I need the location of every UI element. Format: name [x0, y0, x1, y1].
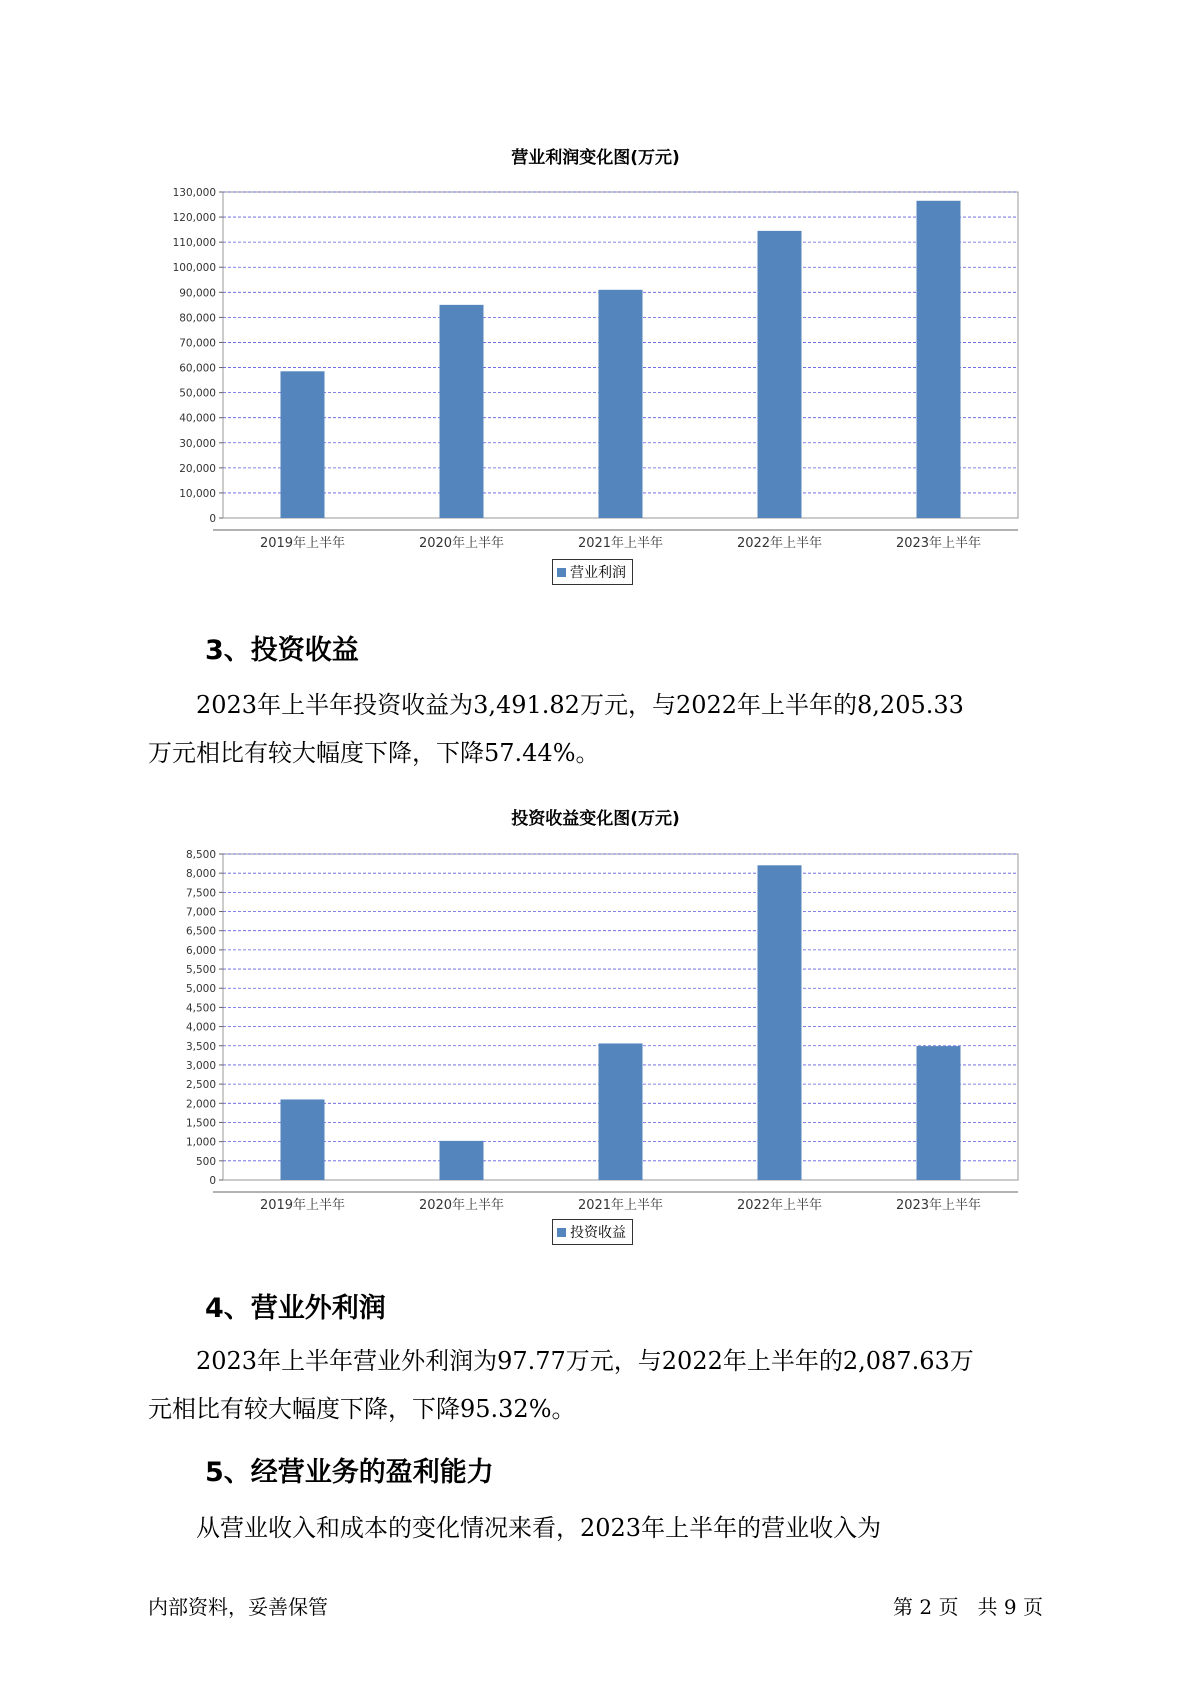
y-tick-label: 7,500	[185, 887, 216, 900]
bar	[599, 290, 643, 518]
y-tick-label: 3,000	[185, 1059, 216, 1072]
y-tick-label: 8,000	[185, 868, 216, 881]
section3-line2: 万元相比有较大幅度下降，下降57.44%。	[148, 739, 600, 767]
x-tick-label: 2022年上半年	[736, 1198, 823, 1213]
y-tick-label: 4,000	[185, 1021, 216, 1034]
bar	[281, 1099, 325, 1180]
section5-heading: 5、经营业务的盈利能力	[205, 1457, 494, 1488]
x-tick-label: 2022年上半年	[736, 536, 823, 551]
chart1-legend-label: 营业利润	[570, 565, 626, 581]
y-tick-label: 6,000	[185, 944, 216, 957]
y-tick-label: 130,000	[172, 187, 216, 199]
section4-line1: 2023年上半年营业外利润为97.77万元，与2022年上半年的2,087.63万	[196, 1347, 974, 1375]
y-tick-label: 500	[195, 1155, 216, 1168]
x-tick-label: 2019年上半年	[259, 1198, 346, 1213]
y-tick-label: 90,000	[179, 287, 216, 300]
y-tick-label: 8,500	[185, 849, 216, 861]
x-tick-label: 2023年上半年	[895, 1198, 982, 1213]
y-tick-label: 5,500	[185, 964, 216, 977]
section4-heading: 4、营业外利润	[205, 1293, 386, 1324]
y-tick-label: 0	[209, 513, 216, 525]
y-tick-label: 20,000	[179, 462, 216, 475]
y-tick-label: 2,000	[185, 1098, 216, 1111]
section3-heading: 3、投资收益	[205, 635, 359, 666]
y-tick-label: 120,000	[172, 212, 216, 225]
x-tick-label: 2021年上半年	[577, 1198, 664, 1213]
investment-income-chart	[0, 842, 1191, 1213]
legend-swatch	[557, 568, 566, 577]
x-tick-label: 2020年上半年	[418, 536, 505, 551]
footer-page-number: 第 2 页 共 9 页	[893, 1595, 1043, 1619]
bar	[758, 865, 802, 1180]
chart2-legend-label: 投资收益	[570, 1225, 626, 1241]
y-tick-label: 30,000	[179, 437, 216, 450]
x-tick-label: 2023年上半年	[895, 536, 982, 551]
y-tick-label: 70,000	[179, 337, 216, 350]
y-tick-label: 40,000	[179, 412, 216, 425]
y-tick-label: 3,500	[185, 1040, 216, 1053]
section3-line1: 2023年上半年投资收益为3,491.82万元，与2022年上半年的8,205.33	[196, 691, 964, 719]
footer-confidential-note: 内部资料，妥善保管	[148, 1595, 328, 1619]
y-tick-label: 80,000	[179, 312, 216, 325]
y-tick-label: 110,000	[172, 237, 216, 250]
y-tick-label: 7,000	[185, 906, 216, 919]
y-tick-label: 4,500	[185, 1002, 216, 1015]
bar	[917, 1046, 961, 1180]
x-tick-label: 2021年上半年	[577, 536, 664, 551]
y-tick-label: 1,000	[185, 1136, 216, 1149]
y-tick-label: 10,000	[179, 487, 216, 500]
bar	[758, 231, 802, 518]
bar	[917, 201, 961, 518]
bar	[440, 1141, 484, 1180]
section4-line2: 元相比有较大幅度下降，下降95.32%。	[148, 1395, 576, 1423]
y-tick-label: 2,500	[185, 1079, 216, 1092]
y-tick-label: 5,000	[185, 983, 216, 996]
y-tick-label: 50,000	[179, 387, 216, 400]
y-tick-label: 60,000	[179, 362, 216, 375]
y-tick-label: 1,500	[185, 1117, 216, 1130]
y-tick-label: 6,500	[185, 925, 216, 938]
chart1-legend	[552, 559, 633, 585]
operating-profit-chart	[0, 180, 1191, 551]
bar	[440, 305, 484, 518]
bar	[281, 371, 325, 518]
x-tick-label: 2020年上半年	[418, 1198, 505, 1213]
bar	[599, 1043, 643, 1180]
y-tick-label: 100,000	[172, 262, 216, 275]
chart2-title: 投资收益变化图(万元)	[511, 809, 680, 829]
chart1-title: 营业利润变化图(万元)	[511, 148, 680, 168]
chart2-legend	[552, 1219, 633, 1245]
x-tick-label: 2019年上半年	[259, 536, 346, 551]
y-tick-label: 0	[209, 1175, 216, 1187]
section5-line1: 从营业收入和成本的变化情况来看，2023年上半年的营业收入为	[196, 1514, 882, 1542]
legend-swatch	[557, 1228, 566, 1237]
